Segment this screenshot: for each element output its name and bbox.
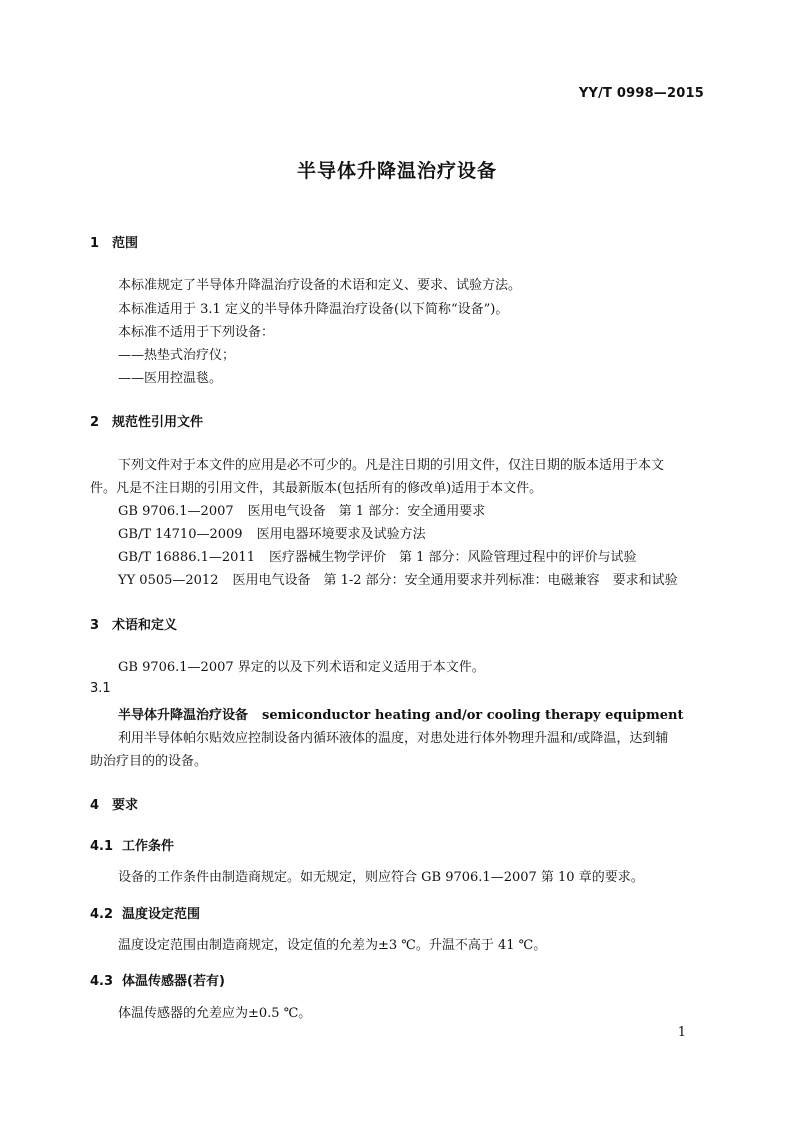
paragraph: 本标准规定了半导体升降温治疗设备的术语和定义、要求、试验方法。 <box>118 278 522 293</box>
paragraph: 本标准适用于 3.1 定义的半导体升降温治疗设备(以下简称“设备”)。 <box>118 302 509 317</box>
section-number: 4.2 <box>90 907 114 922</box>
subsection-3-1-number: 3.1 <box>90 681 111 696</box>
paragraph: 体温传感器的允差应为±0.5 ℃。 <box>118 1006 312 1021</box>
term-entry <box>118 704 683 723</box>
section-title: 术语和定义 <box>112 618 178 633</box>
document-title: 半导体升降温治疗设备 <box>296 160 497 182</box>
paragraph: 温度设定范围由制造商规定，设定值的允差为±3 ℃。升温不高于 41 ℃。 <box>118 938 547 953</box>
standard-code: YY/T 0998—2015 <box>578 86 704 101</box>
reference-code: GB/T 16886.1—2011 <box>118 550 255 565</box>
section-number: 1 <box>90 236 100 251</box>
paragraph: 设备的工作条件由制造商规定。如无规定，则应符合 GB 9706.1—2007 第 10 章的要求。 <box>118 870 644 885</box>
paragraph: 下列文件对于本文件的应用是必不可少的。凡是注日期的引用文件，仅注日期的版本适用于本文 <box>118 458 665 473</box>
page-number: 1 <box>677 1025 686 1040</box>
section-number: 2 <box>90 415 100 430</box>
reference-code: YY 0505—2012 <box>118 573 219 588</box>
reference-code: GB 9706.1—2007 <box>118 504 234 519</box>
subsection-4-2-heading <box>90 903 200 922</box>
subsection-4-1-heading <box>90 835 174 854</box>
reference-item <box>118 500 485 519</box>
subsection-4-3-heading <box>90 970 225 989</box>
list-item: ——热垫式治疗仪； <box>118 348 236 363</box>
term-english: semiconductor heating and/or cooling therapy equipment <box>262 708 684 723</box>
reference-title: 医用电气设备 第 1-2 部分：安全通用要求并列标准：电磁兼容 要求和试验 <box>232 573 678 588</box>
definition: 利用半导体帕尔贴效应控制设备内循环液体的温度，对患处进行体外物理升温和/或降温，达到辅 <box>118 731 669 746</box>
section-1-heading <box>90 232 138 251</box>
section-title: 温度设定范围 <box>122 907 201 922</box>
paragraph: 本标准不适用于下列设备： <box>118 325 275 340</box>
paragraph: GB 9706.1—2007 界定的以及下列术语和定义适用于本文件。 <box>118 660 485 675</box>
reference-title: 医用电器环境要求及试验方法 <box>256 527 426 542</box>
section-number: 4.1 <box>90 839 114 854</box>
paragraph-continuation: 件。凡是不注日期的引用文件，其最新版本(包括所有的修改单)适用于本文件。 <box>90 481 543 496</box>
list-item: ——医用控温毯。 <box>118 371 223 386</box>
section-title: 范围 <box>112 236 139 251</box>
section-title: 体温传感器(若有) <box>122 974 225 989</box>
section-title: 要求 <box>112 798 139 813</box>
reference-item <box>118 523 426 542</box>
section-number: 4 <box>90 798 100 813</box>
definition-continuation: 助治疗目的的设备。 <box>90 754 208 769</box>
section-number: 3 <box>90 618 100 633</box>
section-number: 4.3 <box>90 974 114 989</box>
reference-title: 医疗器械生物学评价 第 1 部分：风险管理过程中的评价与试验 <box>268 550 637 565</box>
section-3-heading <box>90 614 177 633</box>
section-2-heading <box>90 411 203 430</box>
reference-item <box>118 546 637 565</box>
term-chinese: 半导体升降温治疗设备 <box>118 708 249 723</box>
section-4-heading <box>90 794 138 813</box>
reference-title: 医用电气设备 第 1 部分：安全通用要求 <box>247 504 486 519</box>
section-title: 工作条件 <box>122 839 175 854</box>
section-title: 规范性引用文件 <box>112 415 204 430</box>
reference-item <box>118 569 678 588</box>
reference-code: GB/T 14710—2009 <box>118 527 243 542</box>
